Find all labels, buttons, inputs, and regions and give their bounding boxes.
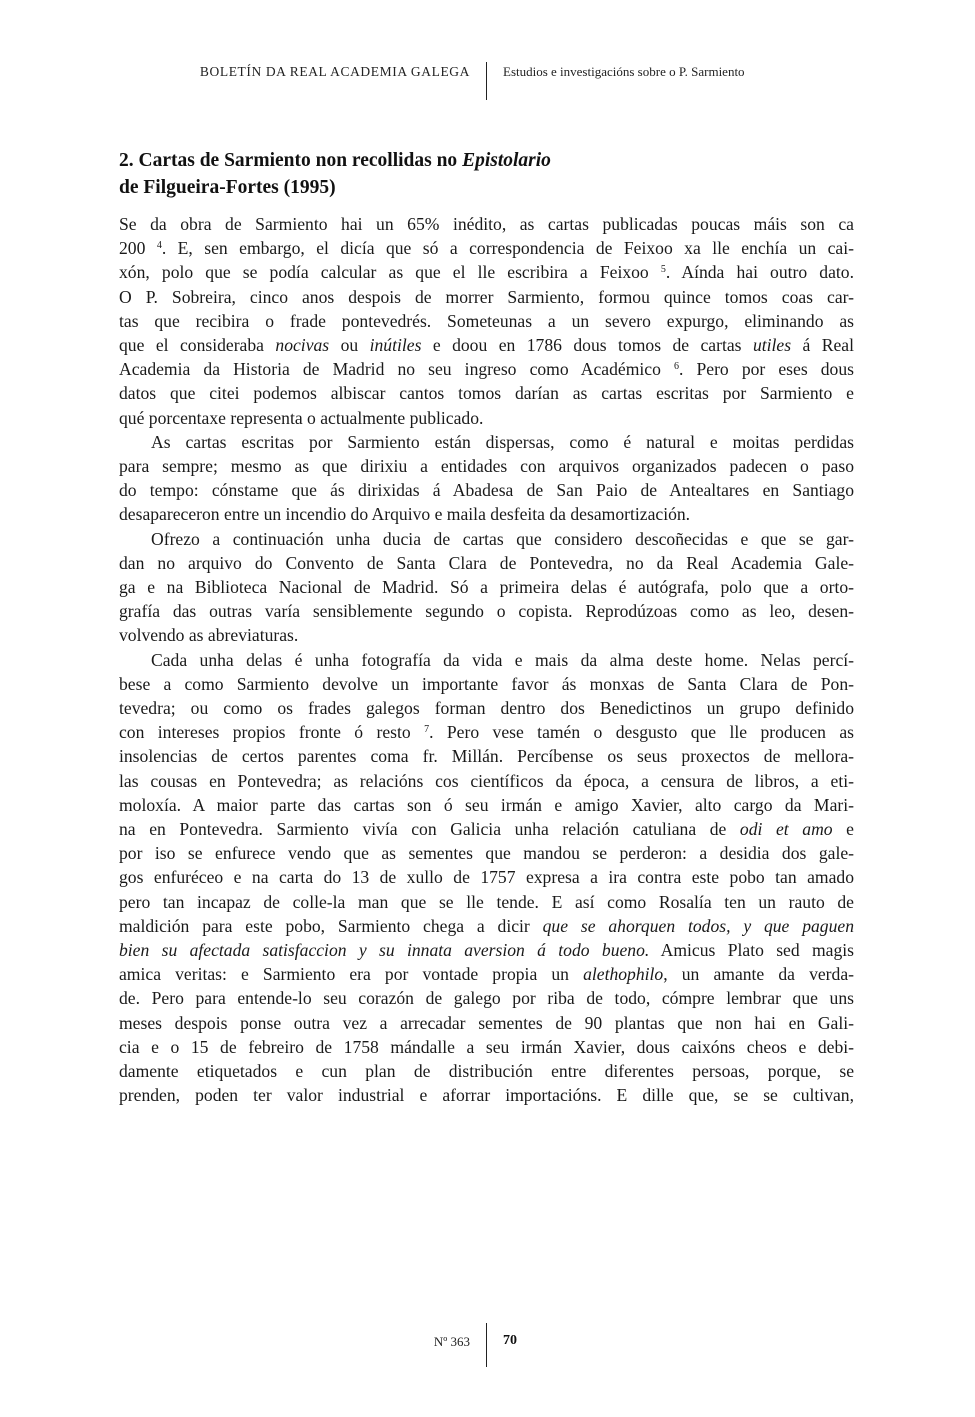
text-line: insolencias de certos parentes coma fr. Millán. Percíbense os seus proxectos de mellora- [119, 746, 854, 767]
text-line: las cousas en Pontevedra; as relacións cos científicos da época, a censura de libros, a eti- [119, 770, 854, 791]
text-line: bien su afectada satisfaccion y su innata aversion á todo bueno. Amicus Plato sed magis [119, 940, 855, 960]
text-line: ga e na Biblioteca Nacional de Madrid. Só a primeira delas é autógrafa, polo que a orto- [119, 577, 854, 597]
heading-italic-term: Epistolario [462, 150, 551, 171]
text-line: Ofrezo a continuación unha ducia de cartas que considero descoñecidas e que se gar- [151, 528, 854, 549]
text-line: desapareceron entre un incendio do Arquivo e maila desfeita da desamortización. [119, 504, 691, 525]
footnote-ref: 4 [156, 240, 162, 252]
heading-text: 2. Cartas de Sarmiento non recollidas no [119, 150, 463, 171]
text-line: de. Pero para entende-lo seu corazón de galego por riba de todo, cómpre lembrar que uns [119, 988, 854, 1009]
header-divider [486, 62, 487, 100]
text-line: Cada unha delas é unha fotografía da vida e mais da alma deste home. Nelas percí- [151, 649, 854, 670]
italic-term: inútiles [369, 335, 422, 355]
text-line: maldición para este pobo, Sarmiento chega a dicir que se ahorquen todos, y que paguen [119, 915, 854, 936]
section-heading [119, 147, 551, 201]
text-line: amica veritas: e Sarmiento era por vontade propia un alethophilo, un amante da verda- [119, 964, 854, 985]
text-line: prenden, poden ter valor industrial e aforrar importacións. E dille que, se se cultivan, [119, 1085, 854, 1106]
italic-term: bien su afectada satisfaccion y su innata aversion á todo bueno. [119, 940, 650, 960]
text-line: bese a como Sarmiento devolve un importante favor ás monxas de Santa Clara de Pon- [119, 673, 854, 694]
italic-term: utiles [752, 335, 792, 355]
text-line: qué porcentaxe representa o actualmente publicado. [119, 407, 484, 428]
footer-divider [486, 1323, 487, 1367]
text-line: gos enfuréceo e na carta do 13 de xullo de 1757 expresa a ira contra este pobo tan amado [119, 867, 854, 888]
text-line: O P. Sobreira, cinco anos despois de morrer Sarmiento, formou quince tomos coas car- [119, 286, 854, 307]
footnote-ref: 7 [424, 724, 430, 736]
text-line: tevedra; ou como os frades galegos forman dentro dos Benedictinos un grupo definido [119, 698, 854, 718]
text-line: volvendo as abreviaturas. [119, 625, 299, 646]
heading-line-2: de Filgueira-Fortes (1995) [119, 177, 336, 198]
text-line: por iso se enfurece vendo que as sementes que mandou se perderon: a desidia dos gale- [119, 843, 854, 864]
text-line: damente etiquetados e cun plan de distribución entre diferentes persoas, porque, se [119, 1061, 854, 1081]
footnote-ref: 5 [660, 264, 666, 276]
heading-line-1 [119, 147, 551, 174]
page-number: 70 [503, 1333, 517, 1348]
text-line: dan no arquivo do Convento de Santa Clara de Pontevedra, no da Real Academia Gale- [119, 552, 854, 573]
text-line: na en Pontevedra. Sarmiento vivía con Galicia unha relación catuliana de odi et amo e [119, 819, 854, 839]
journal-title: BOLETÍN DA REAL ACADEMIA GALEGA [199, 64, 470, 79]
text-line: 200 $^4$. E, sen embargo, el dicía que só a correspondencia de Feixoo xa lle enchía un cai- [119, 238, 854, 259]
text-line: grafía das outras varía sensiblemente segundo o copista. Reprodúzoas como as leo, desen- [119, 601, 854, 622]
italic-term: odi et amo [739, 819, 833, 839]
text-line: Academia da Historia de Madrid no seu ingreso como Académico $^6$. Pero por eses dous [119, 359, 854, 380]
text-line: datos que citei podemos albiscar cantos tomos darían as cartas escritas por Sarmiento e [119, 383, 854, 404]
running-footer [0, 1323, 975, 1368]
running-header [0, 62, 975, 102]
italic-term: nocivas [275, 335, 330, 355]
issue-number: Nº 363 [433, 1334, 470, 1349]
text-line: tas que recibira o frade pontevedrés. Someteunas a un severo expurgo, eliminando as [119, 310, 854, 331]
text-line: As cartas escritas por Sarmiento están dispersas, como é natural e moitas perdidas [151, 431, 854, 452]
text-line: pero tan incapaz de colle-la man que se lle tende. E así como Rosalía ten un rauto de [119, 891, 854, 912]
text-line: do tempo: cónstame que ás dirixidas á Abadesa de San Paio de Antealtares en Santiago [119, 480, 854, 501]
footnote-ref: 6 [673, 361, 679, 373]
text-line: xón, polo que se podía calcular as que el lle escribira a Feixoo $^5$. Aínda hai outro dato. [119, 262, 854, 283]
text-line: moloxía. A maior parte das cartas son ó seu irmán e amigo Xavier, alto cargo da Mari- [119, 794, 854, 815]
italic-term: que se ahorquen todos, y que paguen [542, 915, 854, 936]
text-line: para sempre; mesmo as que dirixiu a entidades con arquivos organizados padecen o paso [119, 456, 854, 476]
text-line: con intereses propios fronte ó resto $^7$. Pero vese tamén o desgusto que lle producen as [119, 722, 854, 743]
text-line: meses despois ponse outra vez a arrecadar sementes de 90 plantas que non hai en Gali- [119, 1012, 854, 1033]
section-title: Estudios e investigacións sobre o P. Sarmiento [503, 64, 745, 79]
text-line: Se da obra de Sarmiento hai un 65% inédito, as cartas publicadas poucas máis son ca [119, 214, 854, 234]
italic-term: alethophilo [583, 964, 664, 985]
text-line: que el consideraba nocivas ou inútiles e doou en 1786 dous tomos de cartas utiles á Real [119, 335, 854, 355]
text-line: cia e o 15 de febreiro de 1758 mándalle a seu irmán Xavier, dous caixóns cheos e debi- [119, 1036, 854, 1057]
